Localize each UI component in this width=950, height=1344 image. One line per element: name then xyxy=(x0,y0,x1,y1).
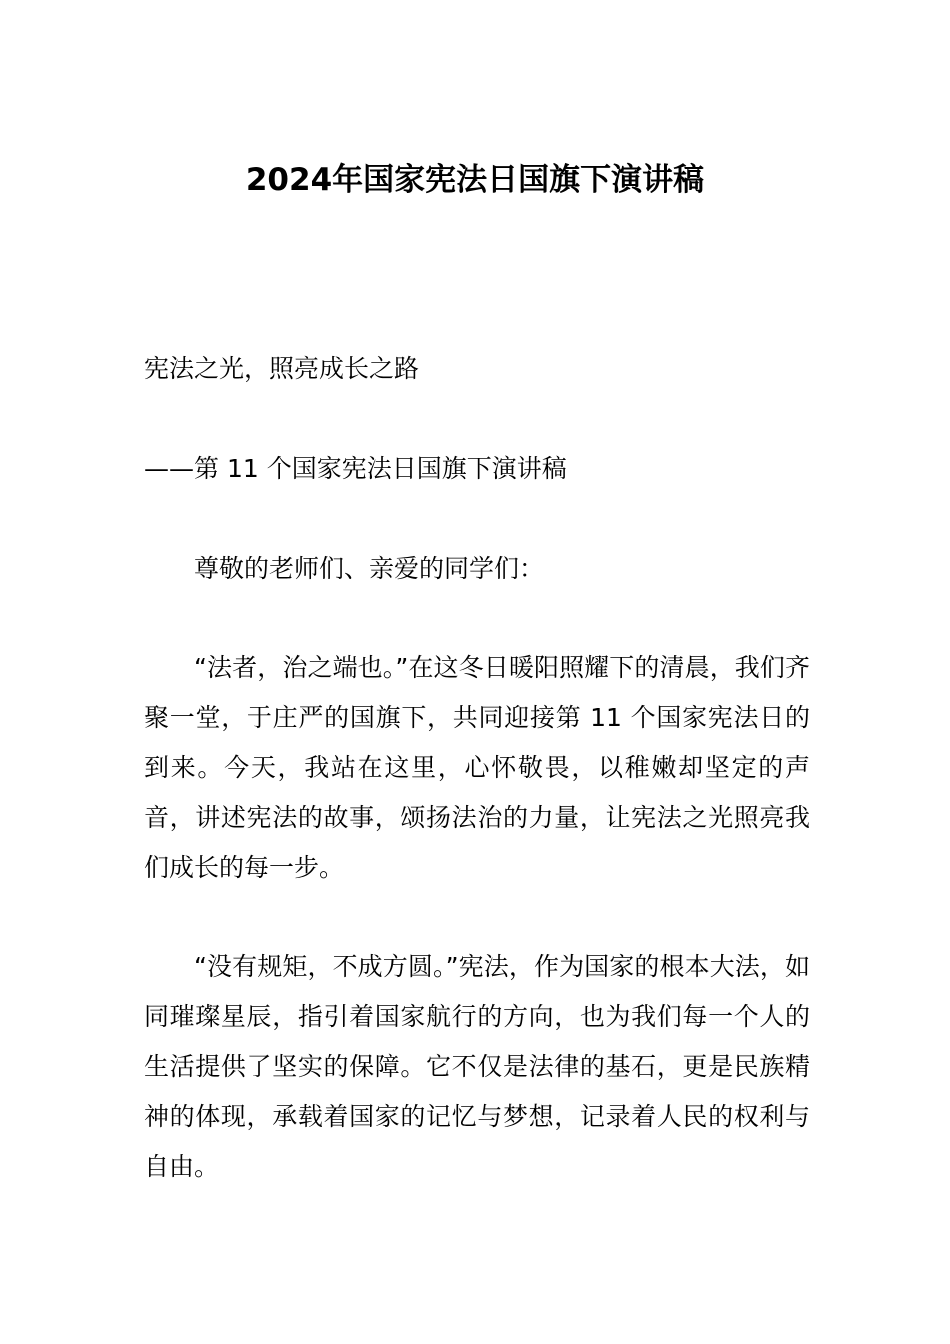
document-title: 2024年国家宪法日国旗下演讲稿 xyxy=(245,162,705,198)
speech-greeting: 尊敬的老师们、亲爱的同学们： xyxy=(194,554,545,583)
speech-subtitle: 宪法之光，照亮成长之路 xyxy=(144,354,420,383)
body-paragraph-1: “法者，治之端也。”在这冬日暖阳照耀下的清晨，我们齐聚一堂，于庄严的国旗下，共同迎接第 11 个国家宪法日的到来。今天，我站在这里，心怀敬畏，以稚嫩却坚定的声音，讲述宪法的故事，颂扬法治的力量，让宪法之光照亮我们成长的每一步。 xyxy=(144,653,810,882)
speech-dedication: ——第 11 个国家宪法日国旗下演讲稿 xyxy=(144,454,567,483)
body-paragraph-2: “没有规矩，不成方圆。”宪法，作为国家的根本大法，如同璀璨星辰，指引着国家航行的方向，也为我们每一个人的生活提供了坚实的保障。它不仅是法律的基石，更是民族精神的体现，承载着国家的记忆与梦想，记录着人民的权利与自由。 xyxy=(144,952,810,1181)
